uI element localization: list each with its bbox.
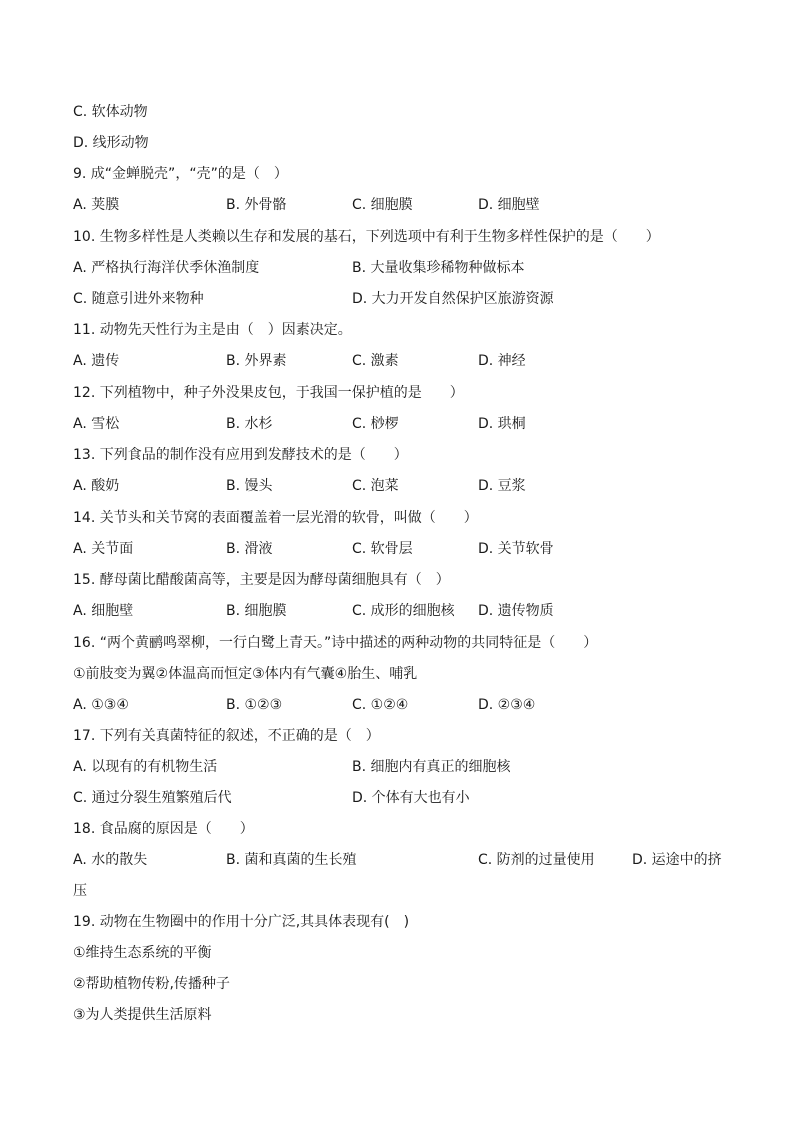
q18-option-d: D. 运途中的挤	[632, 852, 722, 868]
q18-option-b: B. 菌和真菌的生长殖	[226, 852, 357, 868]
q10-stem: 10. 生物多样性是人类赖以生存和发展的基石，下列选项中有利于生物多样性保护的是（ ）	[73, 229, 660, 245]
q8-option-d: D. 线形动物	[73, 135, 149, 151]
q11-stem: 11. 动物先天性行为主是由（ ）因素决定。	[73, 322, 352, 338]
q17-option-d: D. 个体有大也有小	[352, 790, 470, 806]
q15-option-d: D. 遗传物质	[478, 603, 554, 619]
q19-item-2: ②帮助植物传粉,传播种子	[73, 976, 231, 992]
q11-option-b: B. 外界素	[226, 353, 287, 369]
q9-stem: 9. 成“金蝉脱壳”，“壳”的是（ ）	[73, 166, 288, 182]
q19-item-1: ①维持生态系统的平衡	[73, 945, 212, 961]
q15-stem: 15. 酵母菌比醋酸菌高等，主要是因为酵母菌细胞具有（ ）	[73, 572, 450, 588]
q16-option-c: C. ①②④	[352, 697, 409, 713]
q13-options	[73, 477, 733, 495]
q9-options	[73, 196, 733, 214]
q10-options-row2	[73, 290, 733, 308]
q12-option-d: D. 珙桐	[478, 416, 526, 432]
q18-option-a: A. 水的散失	[73, 852, 148, 868]
q16-option-b: B. ①②③	[226, 697, 283, 713]
q16-options	[73, 696, 733, 714]
q13-option-c: C. 泡菜	[352, 478, 399, 494]
q16-option-a: A. ①③④	[73, 697, 129, 713]
q18-option-c: C. 防剂的过量使用	[478, 852, 595, 868]
q14-option-a: A. 关节面	[73, 541, 134, 557]
q16-statements: ①前肢变为翼②体温高而恒定③体内有气囊④胎生、哺乳	[73, 666, 418, 682]
q10-option-a: A. 严格执行海洋伏季休渔制度	[73, 260, 260, 276]
q17-option-b: B. 细胞内有真正的细胞核	[352, 759, 511, 775]
q17-options-row2	[73, 789, 733, 807]
q14-option-d: D. 关节软骨	[478, 541, 554, 557]
q9-option-d: D. 细胞壁	[478, 197, 540, 213]
q15-options	[73, 602, 733, 620]
q17-option-c: C. 通过分裂生殖繁殖后代	[73, 790, 232, 806]
q13-option-d: D. 豆浆	[478, 478, 526, 494]
q14-option-b: B. 滑液	[226, 541, 273, 557]
q14-option-c: C. 软骨层	[352, 541, 413, 557]
q10-option-d: D. 大力开发自然保护区旅游资源	[352, 291, 554, 307]
q13-option-b: B. 馒头	[226, 478, 273, 494]
q18-option-d-wrap: 压	[73, 883, 87, 899]
q11-option-d: D. 神经	[478, 353, 526, 369]
q12-option-c: C. 桫椤	[352, 416, 399, 432]
q14-stem: 14. 关节头和关节窝的表面覆盖着一层光滑的软骨，叫做（ ）	[73, 510, 478, 526]
q9-option-b: B. 外骨骼	[226, 197, 287, 213]
q18-options	[73, 851, 733, 869]
q17-options-row1	[73, 758, 733, 776]
q11-options	[73, 352, 733, 370]
q13-stem: 13. 下列食品的制作没有应用到发酵技术的是（ ）	[73, 447, 408, 463]
q12-stem: 12. 下列植物中，种子外没果皮包，于我国一保护植的是 ）	[73, 385, 464, 401]
q8-option-c: C. 软体动物	[73, 104, 148, 120]
q16-option-d: D. ②③④	[478, 697, 536, 713]
q15-option-a: A. 细胞壁	[73, 603, 134, 619]
q18-stem: 18. 食品腐的原因是（ ）	[73, 821, 254, 837]
q10-option-b: B. 大量收集珍稀物种做标本	[352, 260, 525, 276]
q16-stem: 16. “两个黄鹂鸣翠柳，一行白鹭上青天。”诗中描述的两种动物的共同特征是（ ）	[73, 635, 598, 651]
q17-option-a: A. 以现有的有机物生活	[73, 759, 218, 775]
q19-stem: 19. 动物在生物圈中的作用十分广泛,其具体表现有( )	[73, 914, 410, 930]
q9-option-a: A. 荚膜	[73, 197, 120, 213]
q19-item-3: ③为人类提供生活原料	[73, 1007, 212, 1023]
q14-options	[73, 540, 733, 558]
q12-option-a: A. 雪松	[73, 416, 120, 432]
q15-option-b: B. 细胞膜	[226, 603, 287, 619]
q11-option-a: A. 遗传	[73, 353, 120, 369]
q12-options	[73, 415, 733, 433]
q10-option-c: C. 随意引进外来物种	[73, 291, 204, 307]
q10-options-row1	[73, 259, 733, 277]
q12-option-b: B. 水杉	[226, 416, 273, 432]
q15-option-c: C. 成形的细胞核	[352, 603, 455, 619]
q13-option-a: A. 酸奶	[73, 478, 120, 494]
q11-option-c: C. 激素	[352, 353, 399, 369]
q17-stem: 17. 下列有关真菌特征的叙述，不正确的是（ ）	[73, 728, 380, 744]
q9-option-c: C. 细胞膜	[352, 197, 413, 213]
